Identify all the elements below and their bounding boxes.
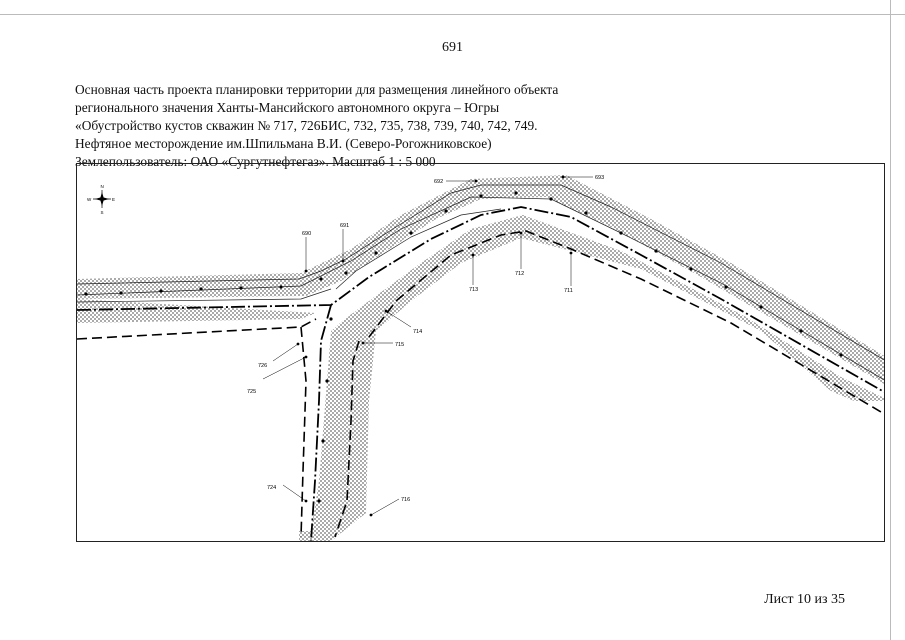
header-line-1: Основная часть проекта планировки территории для размещения линейного объекта bbox=[75, 82, 559, 97]
map-drawing bbox=[77, 164, 885, 542]
sheet-number: Лист 10 из 35 bbox=[764, 592, 845, 607]
page-number: 691 bbox=[442, 40, 463, 55]
document-header bbox=[75, 81, 635, 171]
compass-e: E bbox=[112, 197, 116, 202]
scan-edge-right bbox=[890, 0, 891, 640]
label-711: 711 bbox=[564, 288, 573, 294]
blank-area-bottom bbox=[371, 511, 885, 542]
label-714: 714 bbox=[413, 329, 423, 335]
label-726: 726 bbox=[258, 363, 268, 369]
planning-map bbox=[76, 163, 885, 542]
label-693: 693 bbox=[595, 175, 605, 181]
header-line-3: «Обустройство кустов скважин № 717, 726БИС, 732, 735, 738, 739, 740, 742, 749. bbox=[75, 118, 538, 133]
label-715: 715 bbox=[395, 342, 405, 348]
label-724: 724 bbox=[267, 485, 277, 491]
compass-w: W bbox=[87, 197, 92, 202]
label-725: 725 bbox=[247, 389, 257, 395]
label-691: 691 bbox=[340, 223, 350, 229]
compass-n: N bbox=[100, 184, 104, 189]
label-712: 712 bbox=[515, 271, 525, 277]
compass-rose-icon bbox=[87, 184, 115, 215]
blank-area-right bbox=[379, 401, 885, 511]
label-690: 690 bbox=[302, 231, 312, 237]
label-692: 692 bbox=[434, 179, 444, 185]
compass-s: S bbox=[100, 210, 104, 215]
header-line-5: Землепользователь: ОАО «Сургутнефтегаз». Масштаб 1 : 5 000 bbox=[75, 154, 436, 169]
scan-edge-top bbox=[0, 14, 905, 15]
label-713: 713 bbox=[469, 287, 479, 293]
header-line-2: регионального значения Ханты-Мансийского автономного округа – Югры bbox=[75, 100, 500, 115]
blank-area-left bbox=[77, 346, 299, 542]
header-line-4: Нефтяное месторождение им.Шпильмана В.И. (Северо-Рогожниковское) bbox=[75, 136, 492, 151]
label-716: 716 bbox=[401, 497, 411, 503]
